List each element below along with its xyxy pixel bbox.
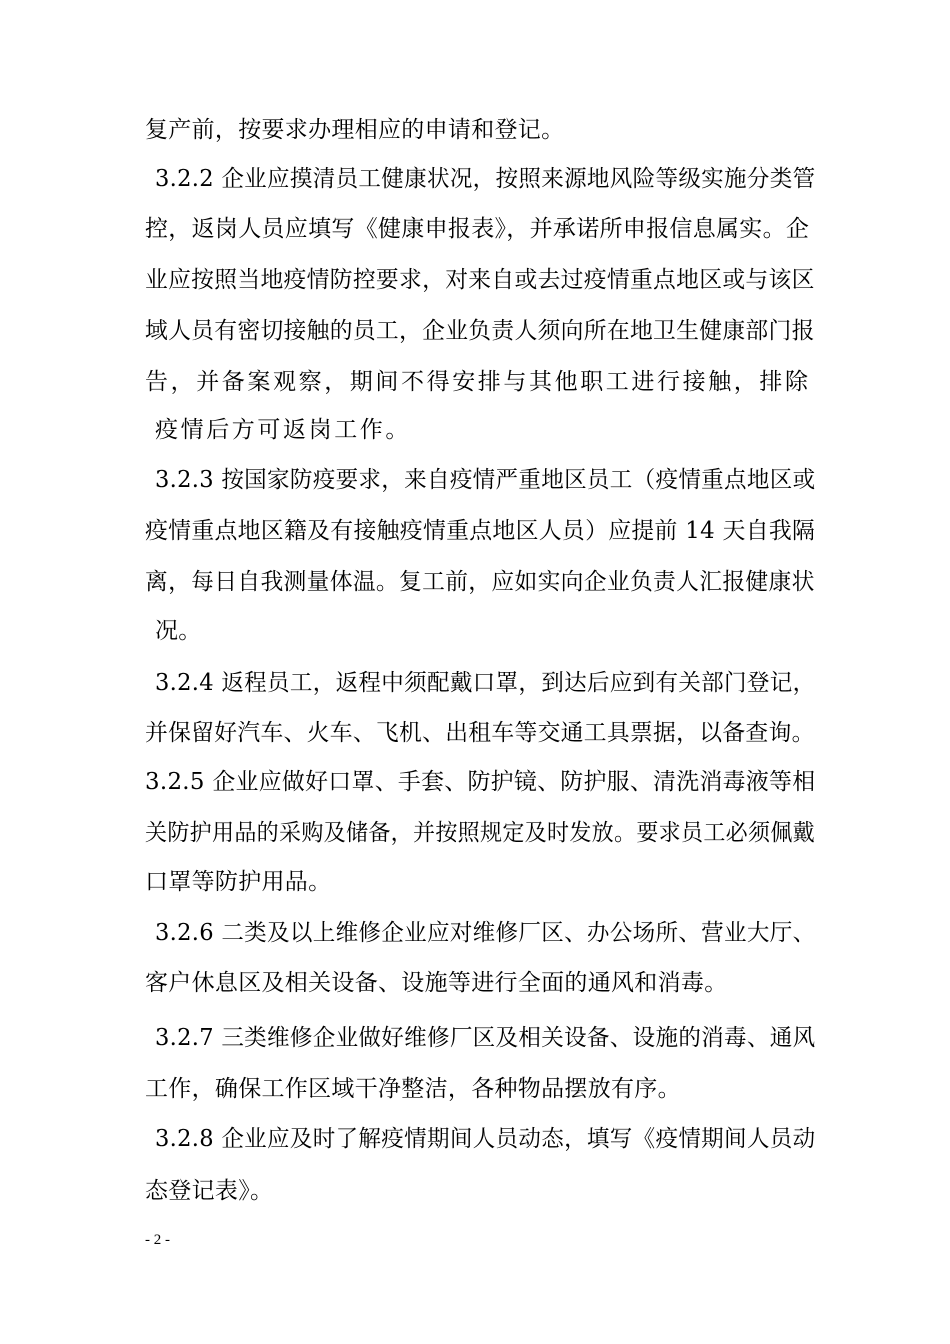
text-line: 口罩等防护用品。 [145,869,332,895]
text-line: 并保留好汽车、火车、飞机、出租车等交通工具票据，以备查询。 [145,720,815,746]
text-line: 离，每日自我测量体温。复工前，应如实向企业负责人汇报健康状 [145,569,815,595]
text-line: 控，返岗人员应填写《健康申报表》，并承诺所申报信息属实。企 [145,216,810,242]
text-line: 态登记表》。 [145,1178,274,1204]
text-line: 3.2.4 返程员工，返程中须配戴口罩，到达后应到有关部门登记， [155,670,816,696]
text-line: 关防护用品的采购及储备，并按照规定及时发放。要求员工必须佩戴 [145,820,815,846]
text-line: 业应按照当地疫情防控要求，对来自或去过疫情重点地区或与该区 [145,267,815,293]
text-line: 疫情重点地区籍及有接触疫情重点地区人员）应提前 14 天自我隔 [145,518,816,544]
text-line: 域人员有密切接触的员工，企业负责人须向所在地卫生健康部门报 [145,318,815,344]
page-number: - 2 - [145,1232,170,1248]
text-line: 告，并备案观察，期间不得安排与其他职工进行接触，排除 [145,369,811,395]
text-line: 况。 [155,618,202,644]
text-line: 3.2.7 三类维修企业做好维修厂区及相关设备、设施的消毒、通风 [155,1025,816,1051]
text-line: 疫情后方可返岗工作。 [155,417,411,443]
text-line: 3.2.8 企业应及时了解疫情期间人员动态，填写《疫情期间人员动 [155,1126,816,1152]
text-line: 3.2.6 二类及以上维修企业应对维修厂区、办公场所、营业大厅、 [155,920,816,946]
text-line: 客户休息区及相关设备、设施等进行全面的通风和消毒。 [145,970,728,996]
text-line: 复产前，按要求办理相应的申请和登记。 [145,117,565,143]
text-line: 3.2.5 企业应做好口罩、手套、防护镜、防护服、清洗消毒液等相 [145,769,816,795]
text-line: 工作，确保工作区域干净整洁，各种物品摆放有序。 [145,1076,681,1102]
text-line: 3.2.2 企业应摸清员工健康状况，按照来源地风险等级实施分类管 [155,166,816,192]
text-line: 3.2.3 按国家防疫要求，来自疫情严重地区员工（疫情重点地区或 [155,467,816,493]
